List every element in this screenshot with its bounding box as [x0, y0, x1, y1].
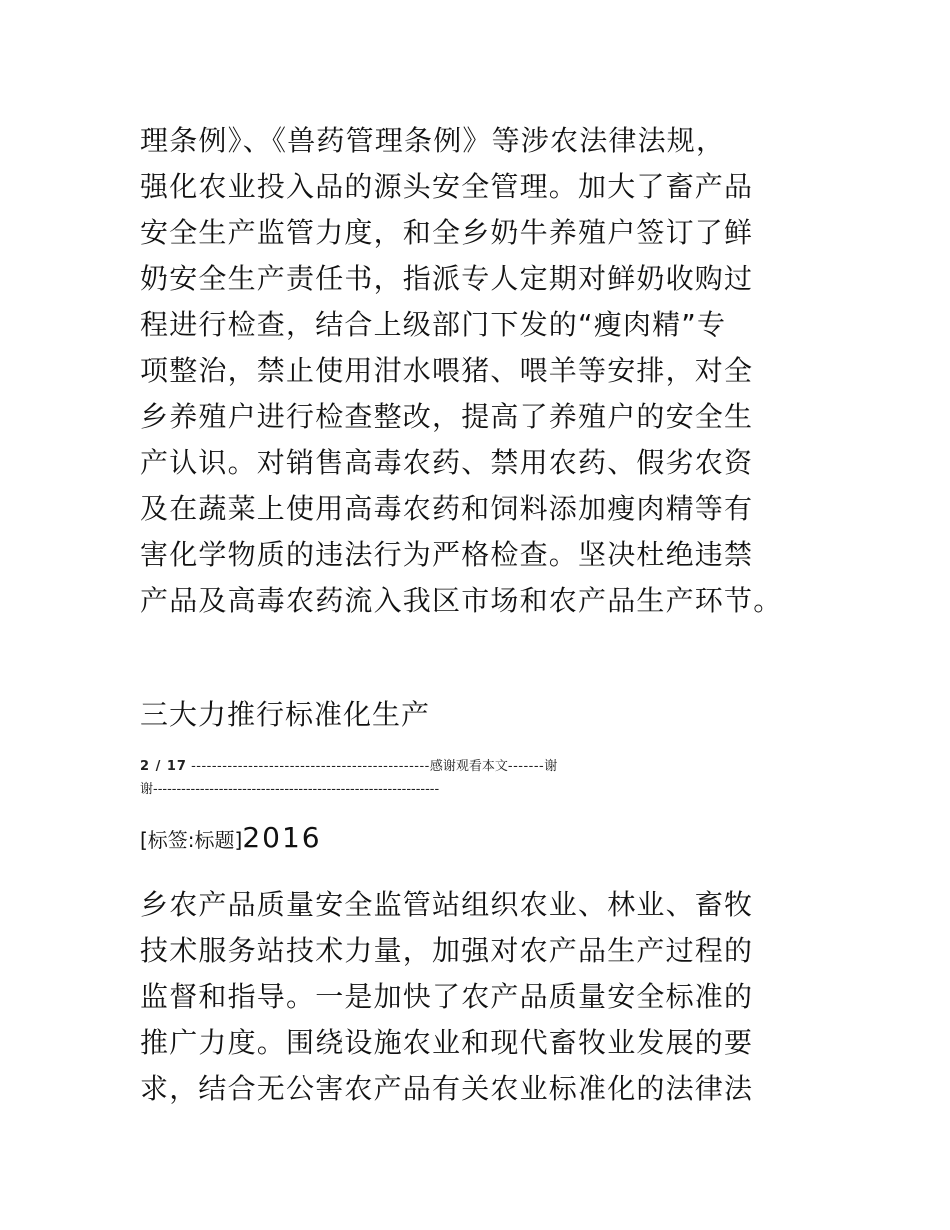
- page-footer-continued: [140, 781, 439, 799]
- section-heading: 三大力推行标准化生产: [140, 698, 431, 731]
- paragraph-line: 安全生产监管力度，和全乡奶牛养殖户签订了鲜: [140, 216, 754, 249]
- paragraph-line: 乡养殖户进行检查整改，提高了养殖户的安全生: [140, 400, 754, 433]
- paragraph-line: 项整治，禁止使用泔水喂猪、喂羊等安排，对全: [140, 354, 754, 387]
- paragraph-line: 强化农业投入品的源头安全管理。加大了畜产品: [140, 170, 754, 203]
- paragraph-line: 监督和指导。一是加快了农产品质量安全标准的: [140, 980, 754, 1013]
- paragraph-line: 害化学物质的违法行为严格检查。坚决杜绝违禁: [140, 538, 754, 571]
- paragraph-line: 及在蔬菜上使用高毒农药和饲料添加瘦肉精等有: [140, 492, 754, 525]
- paragraph-line: 推广力度。围绕设施农业和现代畜牧业发展的要: [140, 1026, 754, 1059]
- footer-thanks-tail: 谢: [140, 782, 154, 797]
- tag-label: [标签:标题]: [140, 828, 243, 852]
- paragraph-line: 求，结合无公害农产品有关农业标准化的法律法: [140, 1072, 754, 1105]
- page-number: 2 / 17: [140, 759, 187, 774]
- paragraph-line: 程进行检查，结合上级部门下发的“瘦肉精”专: [140, 308, 727, 341]
- footer-dashes: -------------------------------------------------------------: [153, 782, 440, 797]
- tag-year: 2016: [242, 821, 322, 854]
- paragraph-line: 产品及高毒农药流入我区市场和农产品生产环节。: [140, 584, 783, 617]
- paragraph-line: 乡农产品质量安全监管站组织农业、林业、畜牧: [140, 888, 754, 921]
- paragraph-line: 奶安全生产责任书，指派专人定期对鲜奶收购过: [140, 262, 754, 295]
- paragraph-line: 理条例》、《兽药管理条例》等涉农法律法规，: [140, 124, 726, 157]
- footer-thanks-tail: 谢: [544, 759, 558, 774]
- footer-thanks-text: 感谢观看本文: [429, 759, 508, 774]
- footer-dashes: -------: [507, 759, 545, 774]
- page-footer: [140, 758, 557, 776]
- tag-line: [140, 818, 322, 862]
- paragraph-line: 产认识。对销售高毒农药、禁用农药、假劣农资: [140, 446, 754, 479]
- footer-dashes: ----------------------------------------------: [191, 759, 430, 774]
- paragraph-line: 技术服务站技术力量，加强对农产品生产过程的: [140, 934, 754, 967]
